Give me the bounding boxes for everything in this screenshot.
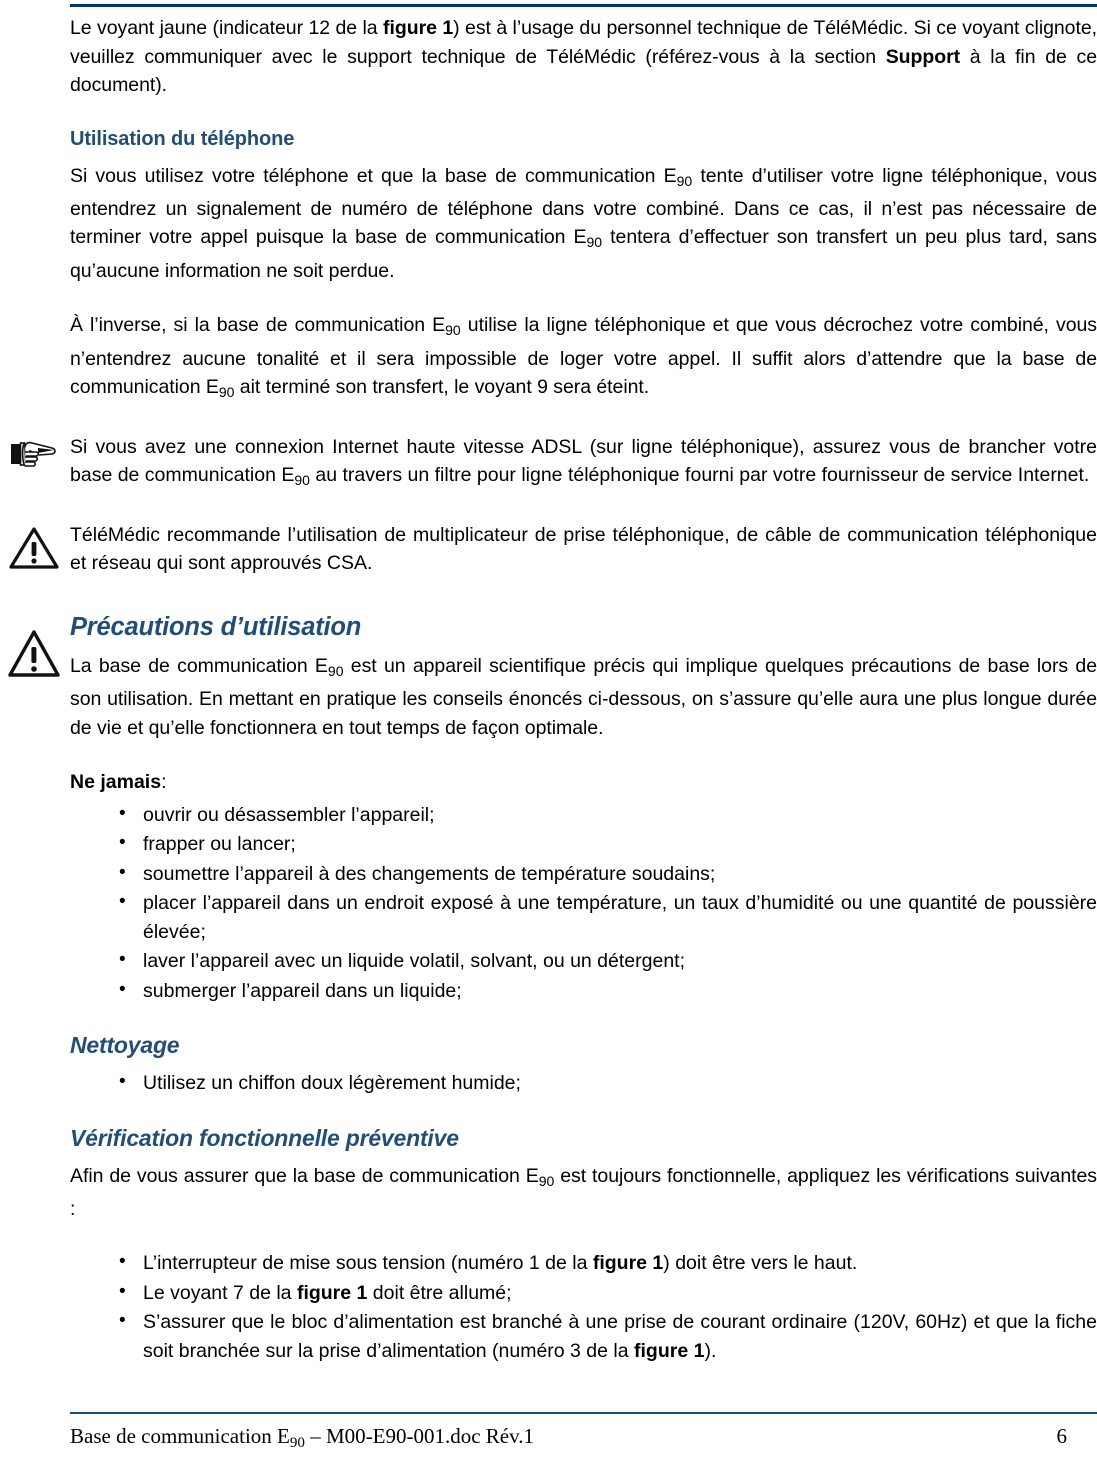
- pu-p2-a: À l’inverse, si la base de communication E: [70, 314, 446, 337]
- heading-verification-fonctionnelle-preventive: Vérification fonctionnelle préventive: [70, 1124, 459, 1151]
- list-item: • frapper ou lancer;: [70, 830, 1097, 859]
- e90-subscript: 90: [538, 1172, 555, 1189]
- list-item: • ouvrir ou désassembler l’appareil;: [70, 801, 1097, 830]
- heading-precautions-dutilisation: Précautions d’utilisation: [70, 612, 362, 641]
- ver-b: est toujours fonctionnelle, appliquez les vérifications suivantes :: [70, 1164, 1097, 1220]
- verification-list: [70, 1249, 1097, 1365]
- e90-subscript: 90: [294, 472, 310, 489]
- ne-jamais-label: [70, 768, 1097, 797]
- note-text-csa: [70, 521, 1097, 578]
- vl1-bold: figure 1: [592, 1252, 664, 1275]
- header-rule: [70, 4, 1097, 7]
- footer-left-a: Base de communication E: [70, 1424, 290, 1448]
- prec-b: est un appareil scientifique précis qui implique quelques précautions de base lors de son utilisation. En mettant en pratique les conseils énoncés ci-dessous, on s’assure qu’elle aura une plus longue durée de vie et qu’elle fonctionnera en tout temps de façon optimale.: [70, 654, 1097, 739]
- intro-text-part-2: ) est à l’usage du personnel technique de TéléMédic. Si ce voyant clignote, veuillez communiquer avec le support technique de TéléMédic (référez-vous à la section: [70, 17, 1097, 68]
- pu-p2-c: ait terminé son transfert, le voyant 9 sera éteint.: [234, 376, 650, 399]
- page-footer: [70, 1412, 1097, 1456]
- list-item: [70, 1279, 1097, 1308]
- ne-jamais-bold: Ne jamais: [70, 771, 162, 794]
- list-item: [70, 1308, 1097, 1365]
- phone-usage-paragraph-2: [70, 311, 1097, 406]
- intro-text-part-1: Le voyant jaune (indicateur 12 de la: [70, 17, 384, 39]
- list-item: • laver l’appareil avec un liquide volatil, solvant, ou un détergent;: [70, 947, 1097, 976]
- vl2-bold: figure 1: [296, 1281, 368, 1304]
- list-item: • soumettre l’appareil à des changements de température soudains;: [70, 860, 1097, 889]
- intro-bold-figure1: figure 1: [383, 17, 454, 39]
- footer-rule: [70, 1412, 1097, 1414]
- vl1-post: ) doit être vers le haut.: [663, 1252, 858, 1275]
- note-text-adsl: [70, 433, 1097, 495]
- list-item: • submerger l’appareil dans un liquide;: [70, 977, 1097, 1006]
- vl2-post: doit être allumé;: [367, 1281, 512, 1304]
- note2-a: TéléMédic recommande l’utilisation de multiplicateur de prise téléphonique, de câble de communication téléphonique et réseau qui sont approuvés CSA.: [70, 523, 1097, 575]
- e90-subscript: 90: [218, 384, 235, 401]
- prec-a: La base de communication E: [70, 654, 328, 677]
- heading-utilisation-du-telephone: Utilisation du téléphone: [70, 127, 295, 150]
- ver-a: Afin de vous assurer que la base de communication E: [70, 1164, 539, 1187]
- vl1-pre: L’interrupteur de mise sous tension (numéro 1 de la: [143, 1252, 593, 1275]
- e90-subscript: 90: [586, 234, 603, 251]
- intro-text-part-3: à la fin de ce document).: [70, 45, 1097, 96]
- note-block-csa: [70, 521, 1097, 578]
- phone-usage-paragraph-1: [70, 162, 1097, 286]
- nettoyage-list: [70, 1069, 1097, 1098]
- warning-triangle-icon: [8, 525, 64, 571]
- vl3-post: ).: [704, 1339, 717, 1362]
- ne-jamais-colon: :: [161, 771, 167, 794]
- list-item: • placer l’appareil dans un endroit exposé à une température, un taux d’humidité ou une quantité de poussière élevée;: [70, 889, 1097, 946]
- verification-paragraph: [70, 1162, 1097, 1224]
- footer-document-reference: [70, 1423, 534, 1456]
- pu-p2-b: utilise la ligne téléphonique et que vous décrochez votre combiné, vous n’entendrez aucune tonalité et il sera impossible de loger votre appel. Il suffit alors d’attendre que la base de communication E: [70, 314, 1097, 399]
- note-block-adsl: [70, 433, 1097, 495]
- footer-row: [70, 1423, 1097, 1456]
- vl3-bold: figure 1: [634, 1339, 705, 1362]
- warning-triangle-icon: [8, 628, 64, 680]
- list-item: [70, 1249, 1097, 1278]
- pu-p1-c: tentera d’effectuer son transfert un peu plus tard, sans qu’aucune information ne soit perdue.: [70, 226, 1097, 282]
- footer-left-b: – M00-E90-001.doc Rév.1: [304, 1424, 534, 1448]
- heading-nettoyage: Nettoyage: [70, 1032, 180, 1059]
- section-precautions: [70, 612, 1097, 742]
- list-item: • Utilisez un chiffon doux légèrement humide;: [70, 1069, 1097, 1098]
- e90-subscript: 90: [327, 662, 344, 679]
- e90-subscript: 90: [445, 322, 461, 339]
- footer-page-number: 6: [1056, 1424, 1067, 1448]
- e90-subscript: 90: [676, 172, 693, 189]
- pointing-hand-icon: [8, 435, 64, 481]
- ne-jamais-list: [70, 801, 1097, 1006]
- precautions-paragraph: [70, 652, 1097, 742]
- vl3-pre: S’assurer que le bloc d’alimentation est branché à une prise de courant ordinaire (120V, 60Hz) et que la fiche soit branchée sur la prise d’alimentation (numéro 3 de la: [143, 1311, 1097, 1362]
- e90-subscript: 90: [289, 1435, 305, 1452]
- note1-a: Si vous avez une connexion Internet haute vitesse ADSL (sur ligne téléphonique), assurez vous de brancher votre base de communication E: [70, 435, 1097, 487]
- document-content: [70, 14, 1097, 1366]
- intro-bold-support: Support: [885, 45, 961, 68]
- pu-p1-a: Si vous utilisez votre téléphone et que la base de communication E: [70, 164, 677, 187]
- pu-p1-b: tente d’utiliser votre ligne téléphonique, vous entendrez un signalement de numéro de téléphone dans votre combiné. Dans ce cas, il n’est pas nécessaire de terminer votre appel puisque la base de communication E: [70, 164, 1097, 249]
- intro-paragraph: [70, 14, 1097, 100]
- vl2-pre: Le voyant 7 de la: [143, 1281, 297, 1304]
- note1-b: au travers un filtre pour ligne téléphonique fourni par votre fournisseur de service Internet.: [309, 464, 1090, 487]
